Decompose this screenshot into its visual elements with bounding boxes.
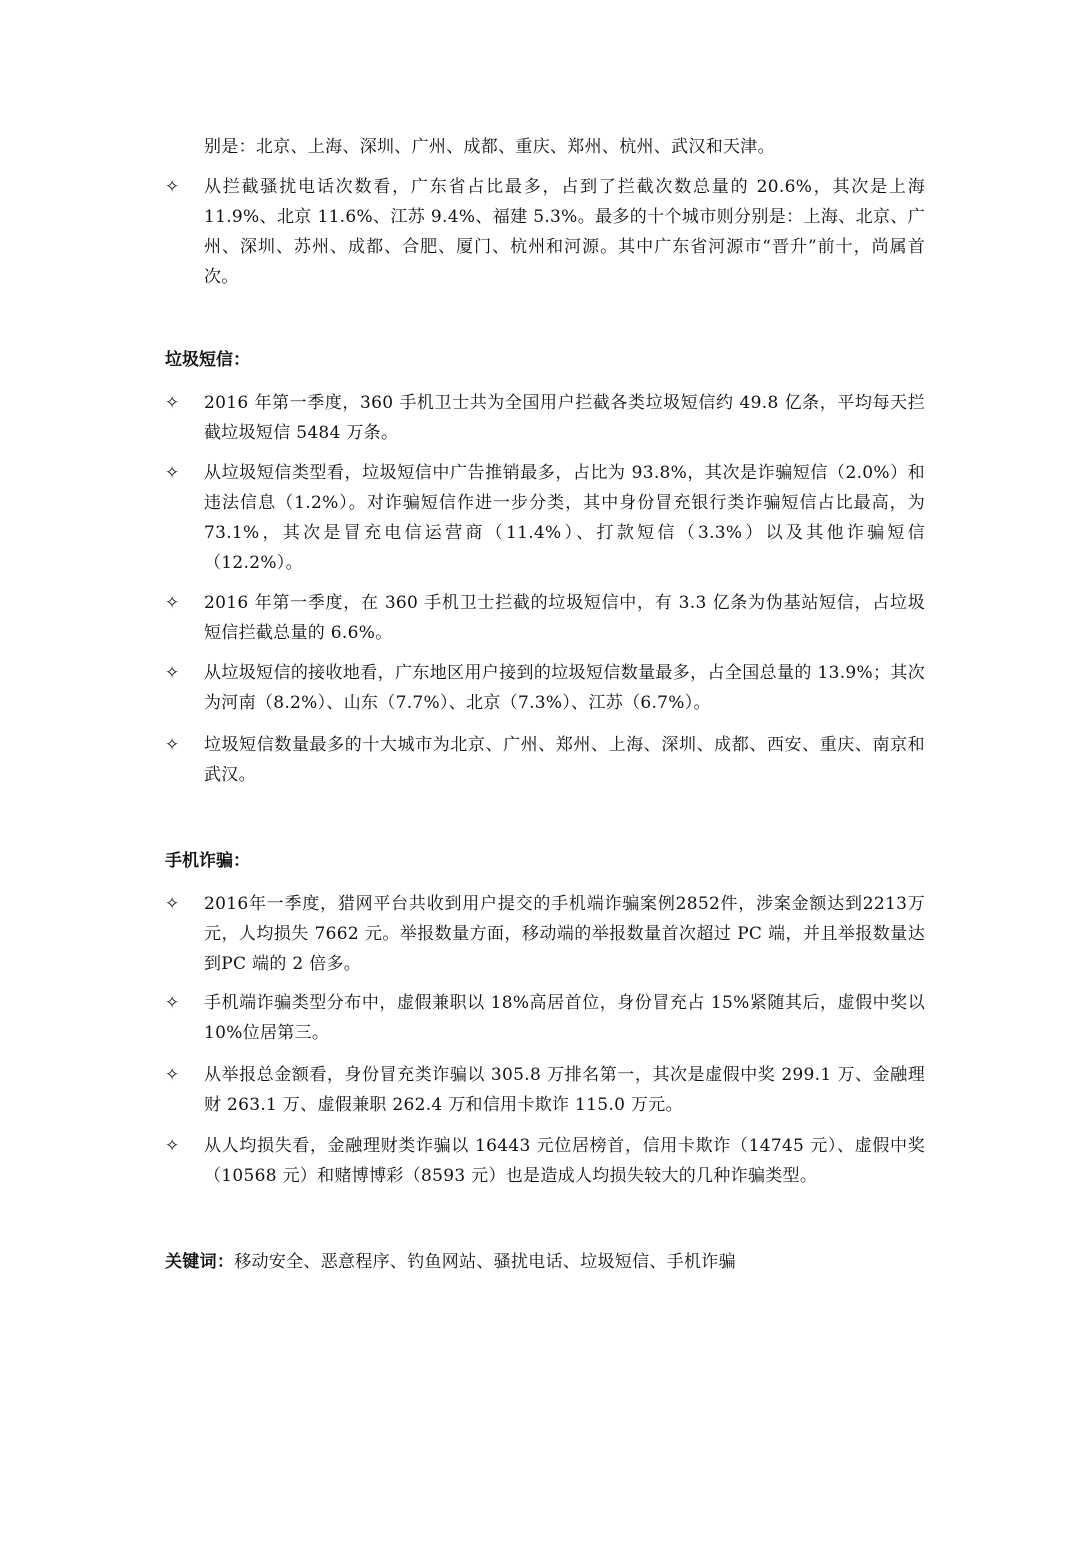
diamond-bullet-icon: ✧ <box>165 894 180 914</box>
diamond-bullet-icon: ✧ <box>165 177 180 197</box>
diamond-bullet-icon: ✧ <box>165 663 180 683</box>
sms-bullet-text: 从垃圾短信类型看，垃圾短信中广告推销最多，占比为 93.8%，其次是诈骗短信（2.0%）和违法信息（1.2%）。对诈骗短信作进一步分类，其中身份冒充银行类诈骗短信占比最高，为 73.1%，其次是冒充电信运营商（11.4%）、打款短信（3.3%）以及其他诈骗短信（12.2%）。 <box>204 463 925 573</box>
sms-bullet-text: 2016 年第一季度，360 手机卫士共为全国用户拦截各类垃圾短信约 49.8 亿条，平均每天拦截垃圾短信 5484 万条。 <box>204 393 925 443</box>
list-item <box>165 458 925 578</box>
diamond-bullet-icon: ✧ <box>165 463 180 483</box>
list-item <box>165 388 925 448</box>
diamond-bullet-icon: ✧ <box>165 735 180 755</box>
list-item <box>165 172 925 292</box>
fraud-bullet-text: 从人均损失看，金融理财类诈骗以 16443 元位居榜首，信用卡欺诈（14745 元）、虚假中奖（10568 元）和赌博博彩（8593 元）也是造成人均损失较大的几种诈骗类型。 <box>204 1136 925 1186</box>
list-item <box>165 1131 925 1191</box>
list-item <box>165 988 925 1048</box>
keywords-label: 关键词： <box>165 1252 235 1272</box>
calls-continuation-text: 别是：北京、上海、深圳、广州、成都、重庆、郑州、杭州、武汉和天津。 <box>204 137 775 157</box>
keywords-value: 移动安全、恶意程序、钓鱼网站、骚扰电话、垃圾短信、手机诈骗 <box>234 1252 736 1272</box>
diamond-bullet-icon: ✧ <box>165 593 180 613</box>
diamond-bullet-icon: ✧ <box>165 1065 180 1085</box>
list-item <box>165 658 925 718</box>
sms-bullet-text: 从垃圾短信的接收地看，广东地区用户接到的垃圾短信数量最多，占全国总量的 13.9%；其次为河南（8.2%）、山东（7.7%）、北京（7.3%）、江苏（6.7%）。 <box>204 663 925 713</box>
sms-bullet-text: 垃圾短信数量最多的十大城市为北京、广州、郑州、上海、深圳、成都、西安、重庆、南京和武汉。 <box>204 735 925 785</box>
diamond-bullet-icon: ✧ <box>165 1136 180 1156</box>
keywords-line <box>165 1247 736 1277</box>
fraud-bullet-text: 手机端诈骗类型分布中，虚假兼职以 18%高居首位，身份冒充占 15%紧随其后，虚假中奖以 10%位居第三。 <box>204 993 925 1043</box>
sms-heading: 垃圾短信： <box>165 350 250 370</box>
diamond-bullet-icon: ✧ <box>165 993 180 1013</box>
fraud-bullet-text: 2016年一季度，猎网平台共收到用户提交的手机端诈骗案例2852件，涉案金额达到2213万元，人均损失 7662 元。举报数量方面，移动端的举报数量首次超过 PC 端，并且举报数量达到PC 端的 2 倍多。 <box>204 894 925 974</box>
sms-bullet-text: 2016 年第一季度，在 360 手机卫士拦截的垃圾短信中，有 3.3 亿条为伪基站短信，占垃圾短信拦截总量的 6.6%。 <box>204 593 925 643</box>
calls-bullet-text: 从拦截骚扰电话次数看，广东省占比最多，占到了拦截次数总量的 20.6%，其次是上海 11.9%、北京 11.6%、江苏 9.4%、福建 5.3%。最多的十个城市则分别是：上海、北京、广州、深圳、苏州、成都、合肥、厦门、杭州和河源。其中广东省河源市“晋升”前十，尚属首次。 <box>204 177 925 287</box>
fraud-heading: 手机诈骗： <box>165 851 250 871</box>
list-item <box>165 1060 925 1120</box>
fraud-bullet-text: 从举报总金额看，身份冒充类诈骗以 305.8 万排名第一，其次是虚假中奖 299.1 万、金融理财 263.1 万、虚假兼职 262.4 万和信用卡欺诈 115.0 万元。 <box>204 1065 925 1115</box>
list-item <box>165 889 925 979</box>
list-item <box>165 588 925 648</box>
diamond-bullet-icon: ✧ <box>165 393 180 413</box>
list-item <box>165 730 925 790</box>
